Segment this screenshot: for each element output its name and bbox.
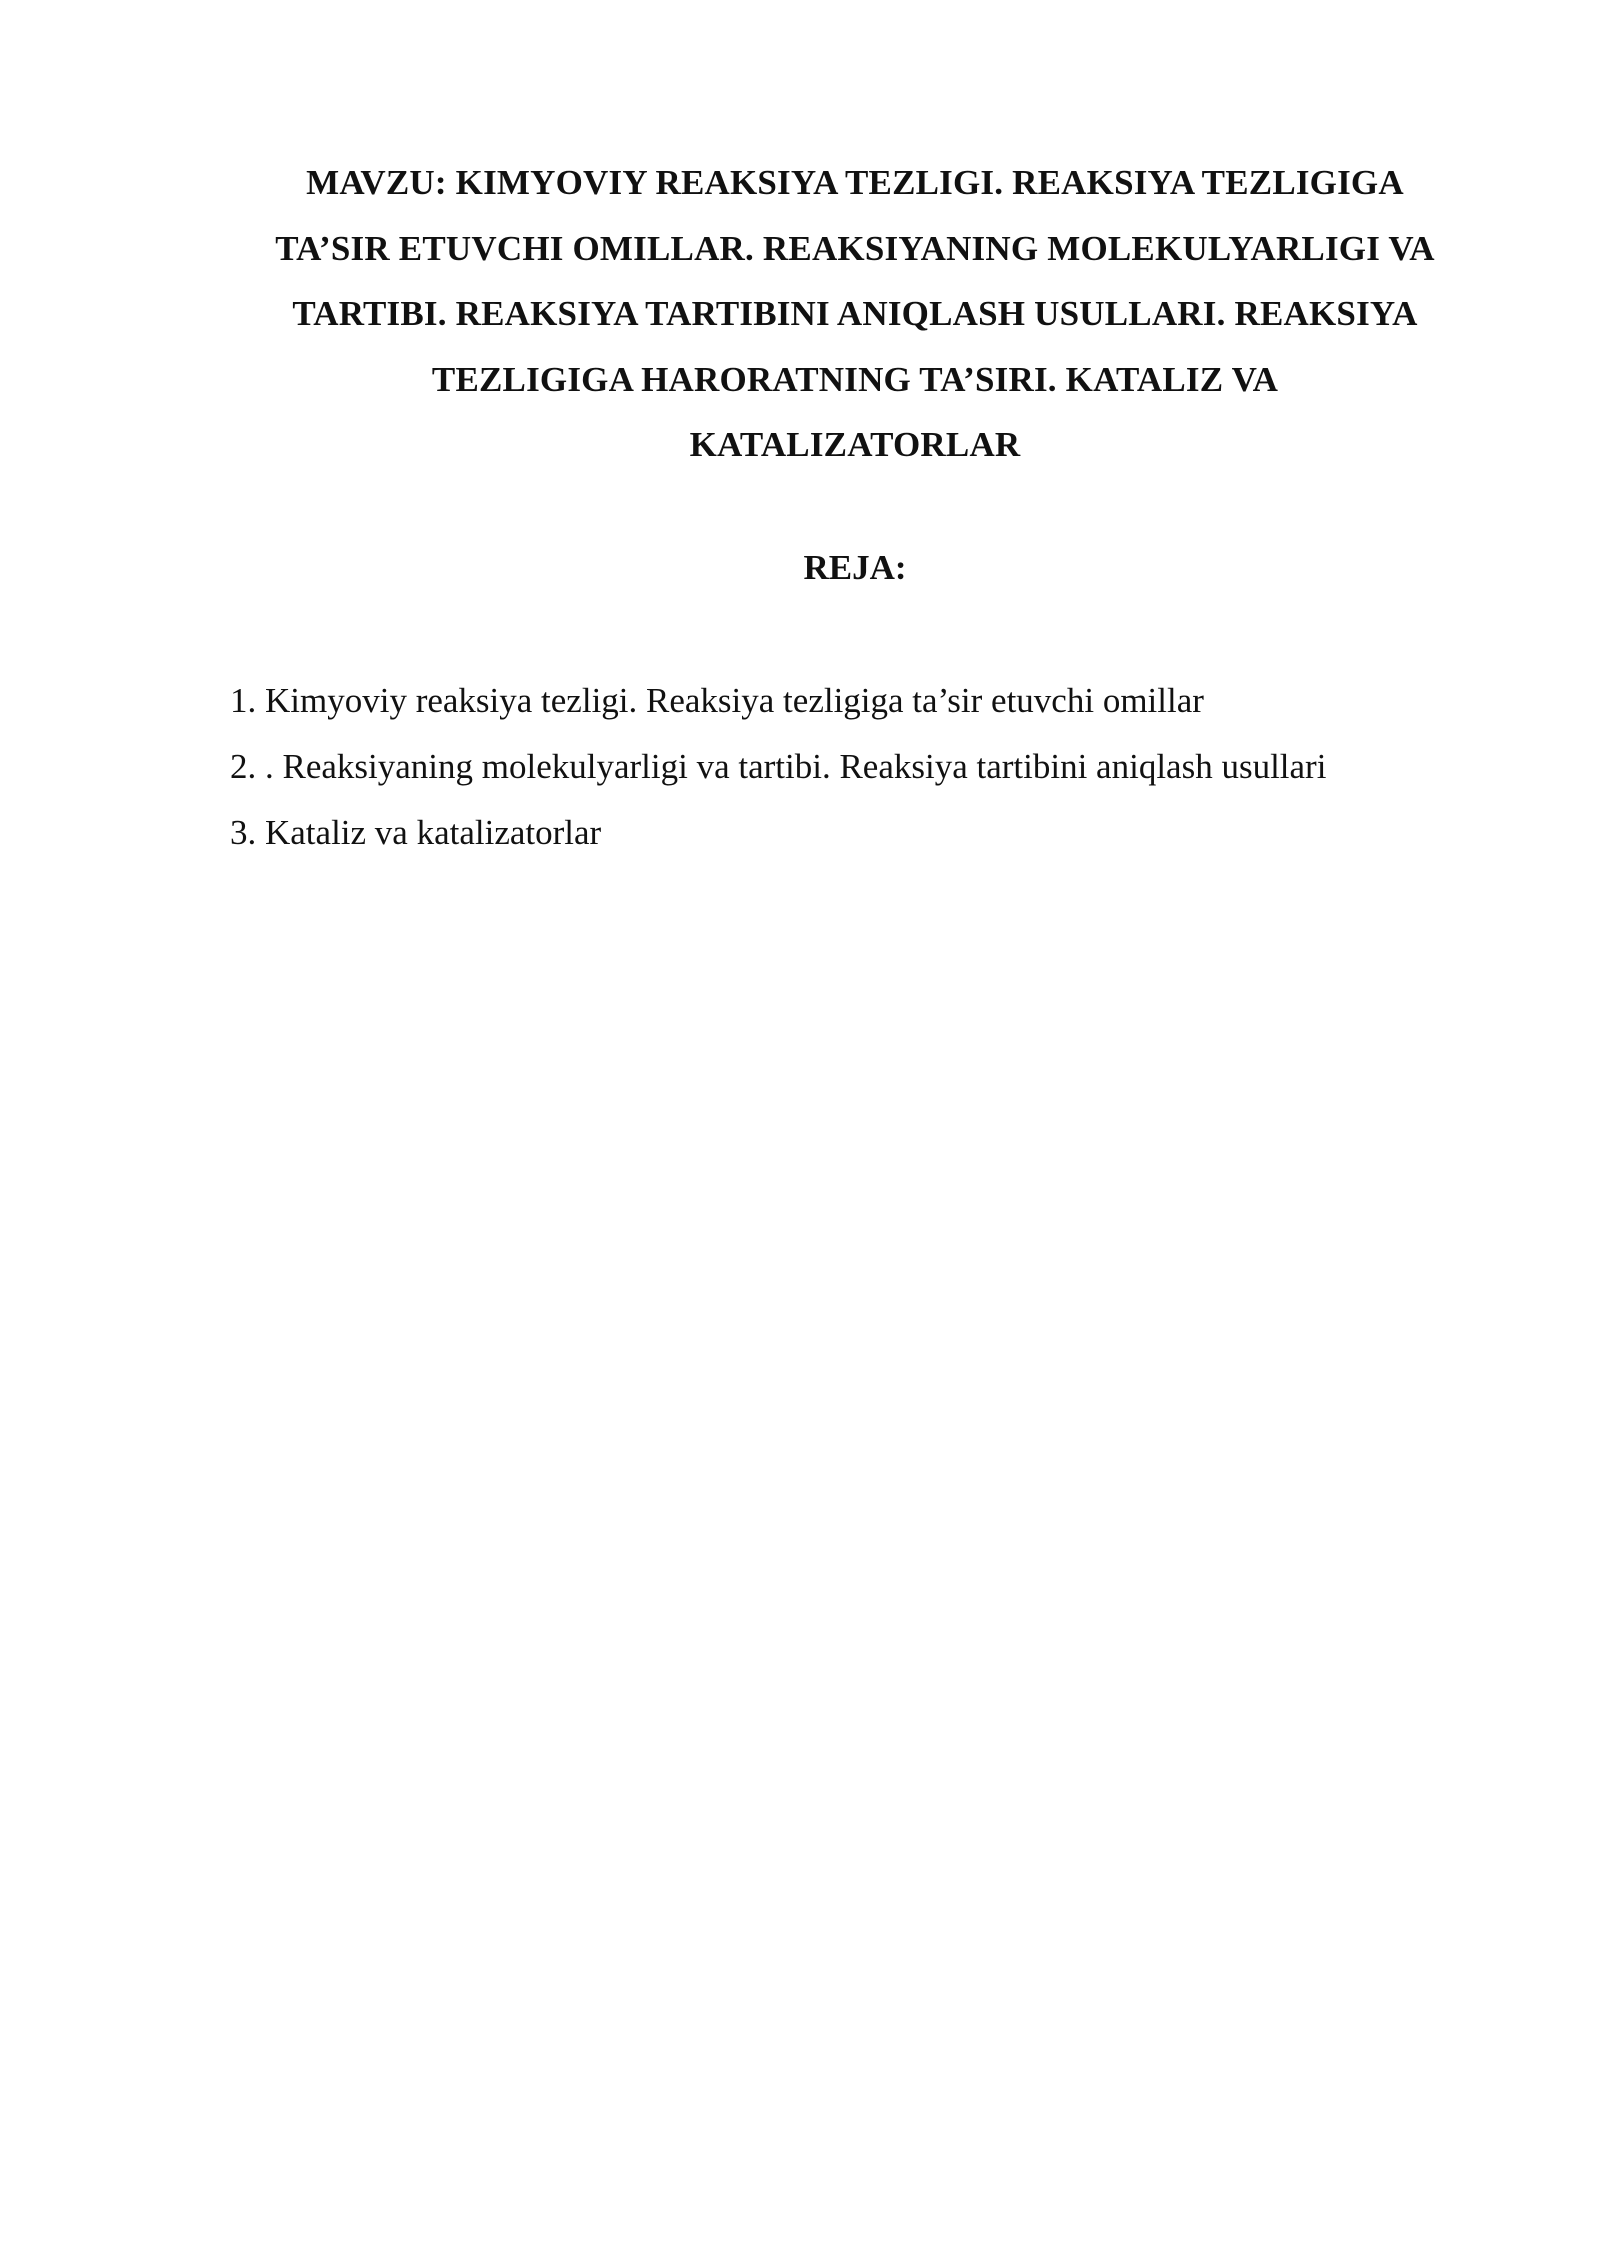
- title-line-3: TARTIBI. REAKSIYA TARTIBINI ANIQLASH USULLARI. REAKSIYA: [292, 294, 1418, 333]
- title-line-5: KATALIZATORLAR: [689, 425, 1021, 464]
- plan-item-2: 2. . Reaksiyaning molekulyarligi va tartibi. Reaksiya tartibini aniqlash usullari: [230, 747, 1327, 786]
- title-line-4: TEZLIGIGA HARORATNING TA’SIRI. KATALIZ VA: [431, 359, 1279, 399]
- title-line-2: TA’SIR ETUVCHI OMILLAR. REAKSIYANING MOLEKULYARLIGI VA: [275, 228, 1435, 268]
- plan-item-1: 1. Kimyoviy reaksiya tezligi. Reaksiya tezligiga ta’sir etuvchi omillar: [230, 681, 1204, 720]
- plan-heading: REJA:: [803, 548, 907, 587]
- document-title: [200, 150, 1510, 478]
- plan-list: [230, 668, 1530, 866]
- plan-item-3: 3. Kataliz va katalizatorlar: [230, 813, 602, 852]
- title-line-1: MAVZU: KIMYOVIY REAKSIYA TEZLIGI. REAKSIYA TEZLIGIGA: [306, 163, 1404, 202]
